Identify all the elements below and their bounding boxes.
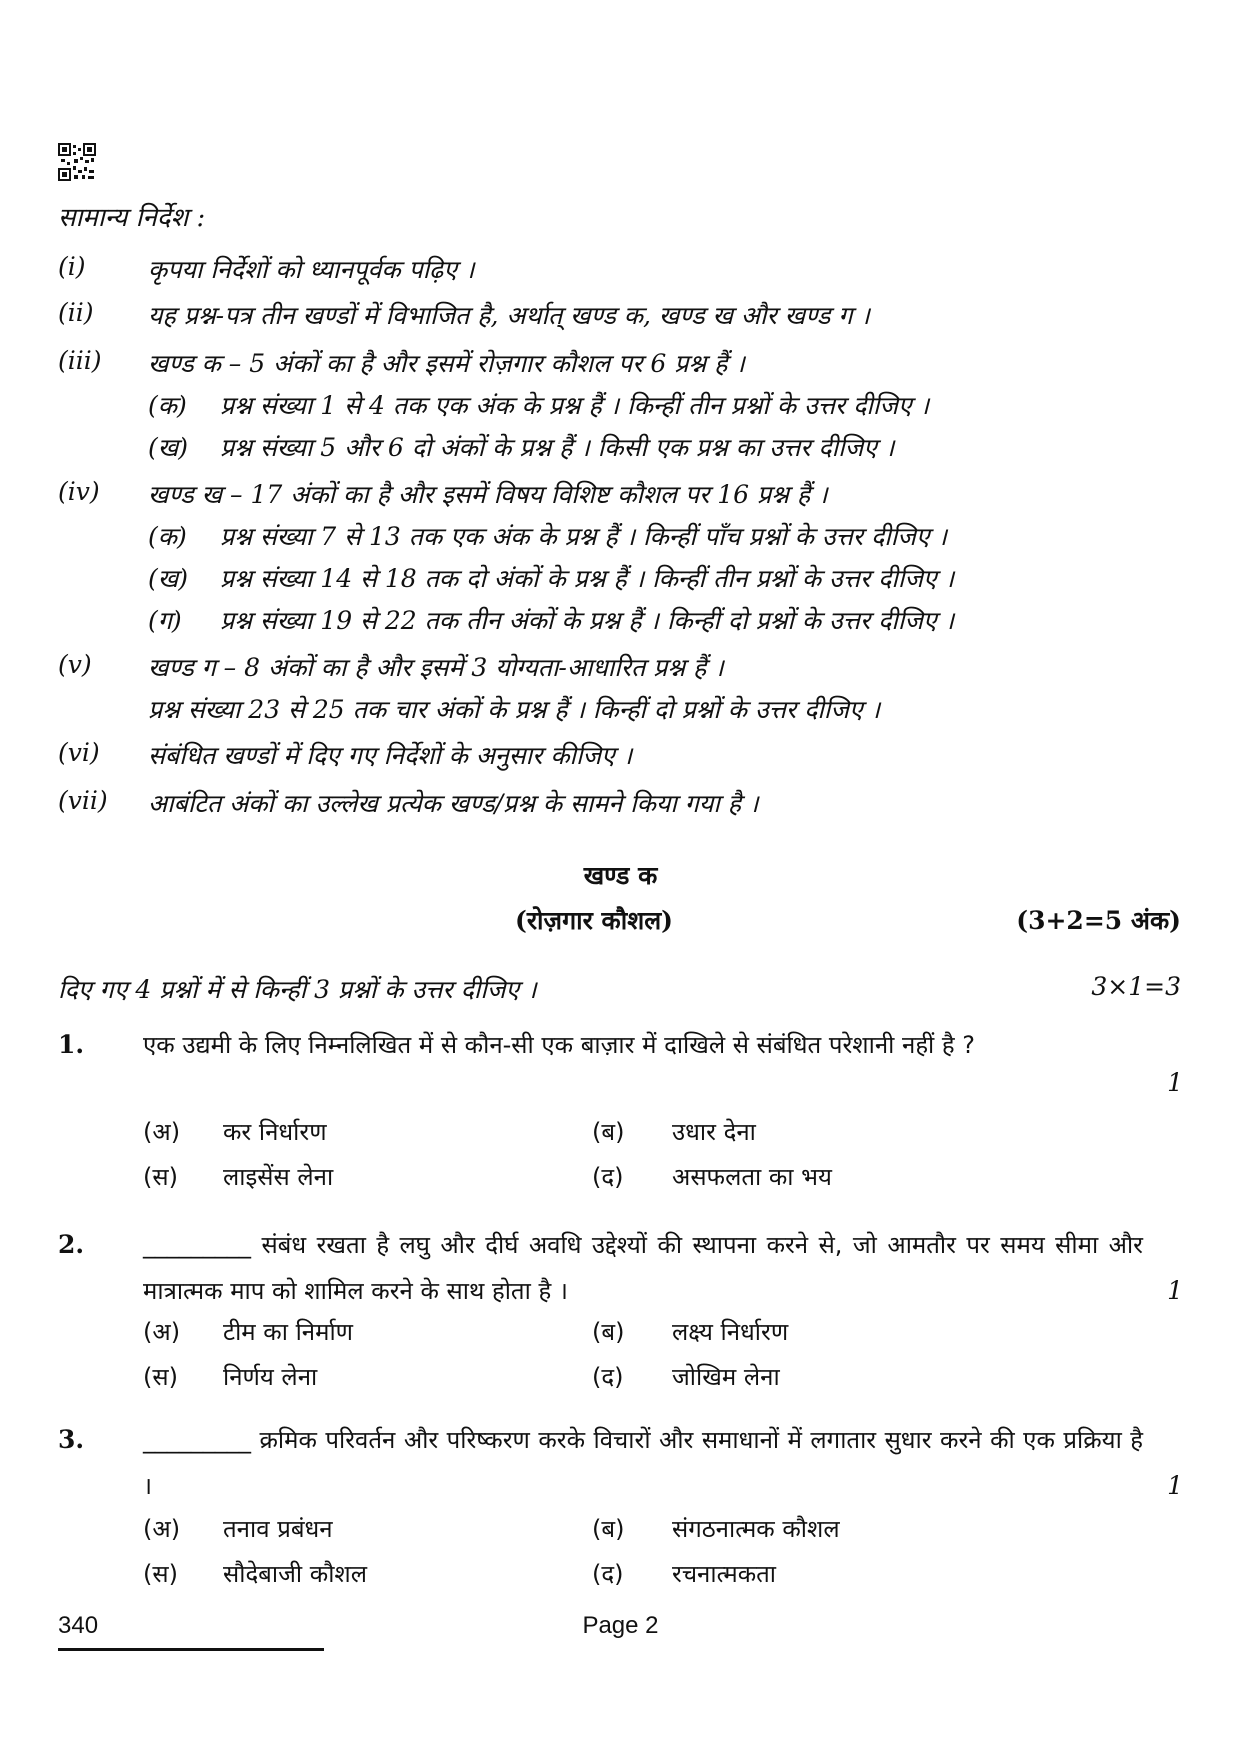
option-text: लक्ष्य निर्धारण: [672, 1318, 789, 1346]
instruction-number: (vi): [58, 738, 100, 767]
option-text: टीम का निर्माण: [223, 1318, 354, 1346]
option-label: (द): [592, 1363, 624, 1391]
instruction-text: प्रश्न संख्या 23 से 25 तक चार अंकों के प्रश्न हैं । किन्हीं दो प्रश्नों के उत्तर दीजिए ।: [148, 695, 881, 724]
option-label: (ब): [592, 1318, 625, 1346]
instruction-text: संबंधित खण्डों में दिए गए निर्देशों के अनुसार कीजिए ।: [148, 741, 633, 770]
instruction-text: खण्ड ग – 8 अंकों का है और इसमें 3 योग्यता-आधारित प्रश्न हैं ।: [148, 653, 724, 682]
sub-instruction-label: (ख): [148, 433, 188, 462]
option-text: जोखिम लेना: [672, 1363, 780, 1391]
option-label: (द): [592, 1560, 624, 1588]
question-marks: 1: [1167, 1471, 1183, 1500]
instruction-number: (v): [58, 650, 92, 679]
sub-instruction-text: प्रश्न संख्या 14 से 18 तक दो अंकों के प्रश्न हैं । किन्हीं तीन प्रश्नों के उत्तर दीजिए ।: [220, 564, 955, 593]
option-a: [143, 1315, 353, 1348]
option-d: [592, 1160, 832, 1193]
option-d: [592, 1360, 780, 1393]
option-c: [143, 1360, 317, 1393]
question-text: एक उद्यमी के लिए निम्नलिखित में से कौन-सी एक बाज़ार में दाखिले से संबंधित परेशानी नहीं है ?: [143, 1031, 976, 1059]
option-b: [592, 1512, 840, 1545]
sub-instruction-text: प्रश्न संख्या 1 से 4 तक एक अंक के प्रश्न हैं । किन्हीं तीन प्रश्नों के उत्तर दीजिए ।: [220, 391, 930, 420]
option-label: (अ): [143, 1318, 181, 1346]
question-marks: 1: [1167, 1068, 1183, 1097]
option-d: [592, 1557, 776, 1590]
instruction-text: यह प्रश्न-पत्र तीन खण्डों में विभाजित है, अर्थात् खण्ड क, खण्ड ख और खण्ड ग ।: [148, 301, 870, 330]
option-a: [143, 1115, 327, 1148]
question-marks: 1: [1167, 1276, 1183, 1305]
option-label: (अ): [143, 1515, 181, 1543]
instruction-text: खण्ड क – 5 अंकों का है और इसमें रोज़गार कौशल पर 6 प्रश्न हैं ।: [148, 349, 745, 378]
instruction-number: (iv): [58, 477, 100, 506]
option-label: (स): [143, 1363, 178, 1391]
attempt-marks: 3×1=3: [1091, 972, 1181, 1001]
option-b: [592, 1115, 756, 1148]
option-text: असफलता का भय: [672, 1163, 832, 1191]
qr-code-icon: [58, 143, 96, 181]
option-c: [143, 1557, 367, 1590]
option-a: [143, 1512, 333, 1545]
option-text: कर निर्धारण: [223, 1118, 327, 1146]
sub-instruction-text: प्रश्न संख्या 19 से 22 तक तीन अंकों के प्रश्न हैं । किन्हीं दो प्रश्नों के उत्तर दीजिए ।: [220, 606, 955, 635]
sub-instruction-label: (क): [148, 391, 187, 420]
option-label: (स): [143, 1560, 178, 1588]
attempt-instruction: दिए गए 4 प्रश्नों में से किन्हीं 3 प्रश्नों के उत्तर दीजिए ।: [58, 975, 537, 1004]
section-title: खण्ड क: [583, 861, 658, 890]
instruction-text: आबंटित अंकों का उल्लेख प्रत्येक खण्ड/प्रश्न के सामने किया गया है ।: [148, 789, 759, 818]
page-number: Page 2: [582, 1612, 659, 1639]
option-text: लाइसेंस लेना: [223, 1163, 334, 1191]
option-b: [592, 1315, 788, 1348]
general-instructions-heading: सामान्य निर्देश :: [58, 203, 206, 233]
option-label: (ब): [592, 1515, 625, 1543]
instruction-text: खण्ड ख – 17 अंकों का है और इसमें विषय विशिष्ट कौशल पर 16 प्रश्न हैं ।: [148, 480, 828, 509]
option-text: रचनात्मकता: [672, 1560, 777, 1588]
question-text: _________ क्रमिक परिवर्तन और परिष्करण करके विचारों और समाधानों में लगातार सुधार करने की एक प्रक्रिया है ।: [143, 1426, 1143, 1500]
option-c: [143, 1160, 333, 1193]
question-number: 1.: [58, 1030, 85, 1059]
option-text: उधार देना: [672, 1118, 756, 1146]
question-number: 3.: [58, 1425, 85, 1454]
instruction-text: कृपया निर्देशों को ध्यानपूर्वक पढ़िए ।: [148, 255, 475, 284]
option-text: संगठनात्मक कौशल: [672, 1515, 840, 1543]
sub-instruction-label: (ग): [148, 606, 182, 635]
question-text: _________ संबंध रखता है लघु और दीर्घ अवधि उद्देश्यों की स्थापना करने से, जो आमतौर पर समय सीमा और मात्रात्मक माप को शामिल करने के साथ होता है ।: [143, 1231, 1143, 1305]
section-marks: (3+2=5 अंक): [1016, 906, 1181, 935]
paper-code: 340: [58, 1612, 99, 1639]
footer-divider: [58, 1648, 324, 1651]
sub-instruction-label: (क): [148, 522, 187, 551]
sub-instruction-text: प्रश्न संख्या 7 से 13 तक एक अंक के प्रश्न हैं । किन्हीं पाँच प्रश्नों के उत्तर दीजिए ।: [220, 522, 947, 551]
sub-instruction-text: प्रश्न संख्या 5 और 6 दो अंकों के प्रश्न हैं । किसी एक प्रश्न का उत्तर दीजिए ।: [220, 433, 895, 462]
instruction-number: (ii): [58, 298, 94, 327]
option-text: निर्णय लेना: [223, 1363, 318, 1391]
option-label: (स): [143, 1163, 178, 1191]
section-subtitle: (रोज़गार कौशल): [515, 906, 674, 935]
option-label: (द): [592, 1163, 624, 1191]
option-label: (अ): [143, 1118, 181, 1146]
option-text: तनाव प्रबंधन: [223, 1515, 333, 1543]
instruction-number: (vii): [58, 786, 108, 815]
question-number: 2.: [58, 1230, 85, 1259]
sub-instruction-label: (ख): [148, 564, 188, 593]
instruction-number: (iii): [58, 346, 102, 375]
option-label: (ब): [592, 1118, 625, 1146]
instruction-number: (i): [58, 252, 86, 281]
option-text: सौदेबाजी कौशल: [223, 1560, 367, 1588]
